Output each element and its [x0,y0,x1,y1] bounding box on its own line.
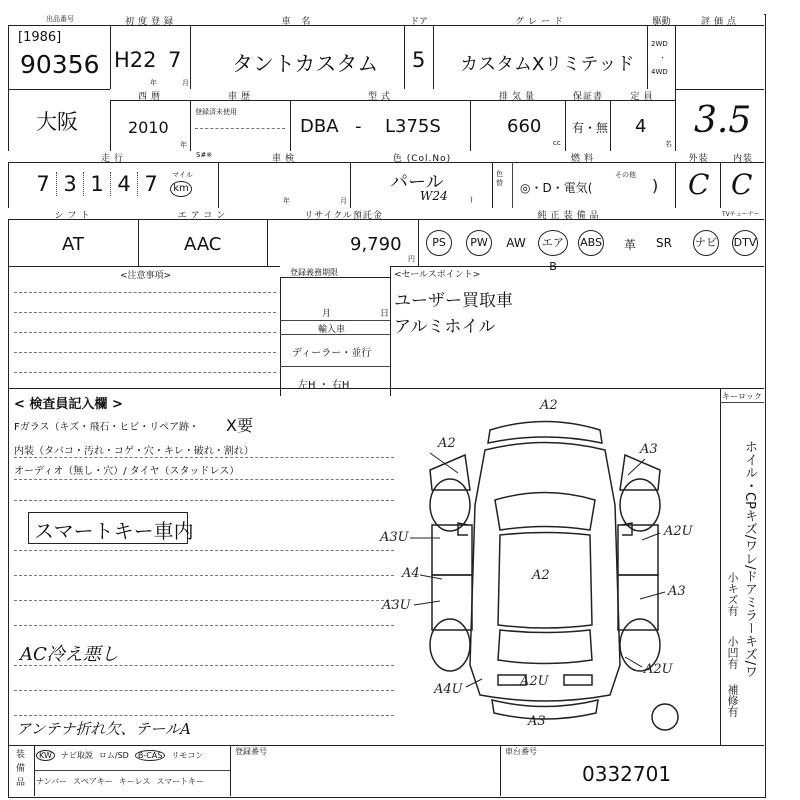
sales-point-1: ユーザー買取車 [394,291,513,311]
score: 3.5 [694,100,752,141]
mileage-digits [30,172,164,196]
mark-right-rear-door: A3 [668,584,686,599]
equip-ps-icon: PS [426,230,452,256]
note-ac: AC冷え悪し [20,644,119,665]
car-damage-diagram [370,395,720,740]
model-label: 型式 [367,92,394,102]
mark-left-front-door: A3U [380,530,409,545]
equip-sr: SR [656,236,672,250]
month-unit: 月 [182,79,189,87]
color-code: W24 [420,189,448,203]
inspector-line-interior: 内装（タバコ・汚れ・コゲ・穴・キレ・破れ・割れ） [14,446,254,457]
footer-equip-item: スマートキー [156,777,205,786]
car-name-label: 車 名 [281,17,315,27]
warranty-label: 保証書 [572,92,603,102]
mark-right-rear-fender: A2U [644,662,673,677]
mileage-label: 走行 [100,154,127,164]
mileage-unit-mile: マイル [172,171,193,179]
door-rear-left [432,575,472,630]
grade: カスタムXリミテッド [460,54,635,75]
recall-month: 月 [322,309,332,319]
year-unit: 年 [150,79,157,87]
side-note-dent: 小凹有 [726,636,739,669]
exterior-label: 外装 [688,154,709,164]
recycle-unit: 円 [408,255,415,263]
import-label: 輸入車 [318,325,346,335]
capacity: 4 [635,116,647,137]
capacity-label: 定員 [630,92,657,102]
mark-left-rear-corner: A4U [434,682,463,697]
car-name: タントカスタム [232,52,379,76]
recycle: 9,790 [350,234,402,255]
shift: AT [62,234,84,255]
side-note-scratch: 小キズ有 [726,572,739,616]
mileage-digit: 7 [137,172,164,196]
recall-day: 日 [380,309,390,319]
interior-grade: C [731,168,753,201]
history-label: 車歴 [227,92,254,102]
mark-left-step: A4 [402,566,420,581]
first-reg-label: 初度登録 [124,17,177,27]
model-code: L375S [385,116,441,137]
front-bumper [488,422,602,444]
lot-label: 出品番号 [46,15,74,23]
mileage-digit: 7 [36,172,50,196]
wheel-front-left [430,479,470,531]
footer-equip-item: ロム/SD [98,751,129,760]
footer-equip-item: リモコン [171,751,204,760]
door-rear-right [618,575,658,630]
drive-label: 駆動 [652,17,671,27]
mileage-unit-km: km [170,181,192,197]
history-sub: 登録済未使用 [195,108,237,116]
side-damage-legend: ホイル・CPキズ/ワレ/ドアミラーキズ/ワ [742,440,757,679]
lot-year: [1986] [18,30,62,45]
model-prefix: DBA [300,116,339,137]
equip-pw-icon: PW [466,230,492,256]
displacement-label: 排気量 [498,92,538,102]
inspection-label: 車検 [271,154,298,164]
lot-number: 90356 [20,50,100,79]
equipment-label: 純正装備品 [537,211,603,221]
inspector-line-glass: Fガラス（キズ・飛石・ヒビ・リペア跡・ [14,422,200,433]
chassis-number: 0332701 [582,762,672,786]
footer-equip-item: キーレス [118,777,151,786]
inspector-title: < 検査員記入欄 > [14,397,123,412]
footer-equip-row-1 [36,750,203,761]
doors: 5 [412,48,426,72]
mark-roof: A2 [532,568,550,583]
color: パール [390,172,444,193]
mark-left-rear-door: A3U [382,598,411,613]
interior-label: 内装 [732,154,753,164]
mark-right-front-door: A2U [664,524,693,539]
drive-4wd: 4WD [651,68,668,76]
tv-tuner-label: TVチューナー [722,211,760,218]
capacity-unit: 名 [665,140,672,148]
exterior-grade: C [688,168,710,201]
mileage-digit: 3 [56,172,83,196]
note-antenna: アンテナ折れ欠、テールA [16,720,191,738]
mileage-digit: 4 [110,172,137,196]
wheel-rear-left [430,619,470,671]
mark-front-bumper: A2 [540,398,558,413]
first-reg-month: 7 [168,48,182,72]
ac-label: エアコン [177,211,230,221]
glass-mark: X要 [226,416,253,435]
mark-front-left-fender: A2 [438,436,456,451]
score-label: 評価点 [700,17,740,27]
footer-equip-item: B-CAS [135,750,166,761]
shift-label: シフト [54,211,94,221]
mark-rear-bottom: A3 [528,714,546,729]
inspector-line-audio: オーディオ（無し・穴）/ タイヤ（スタッドレス） [14,466,240,477]
door-label: ドア [410,17,428,27]
keylock-label: キーロック [722,392,762,401]
displacement: 660 [507,116,542,137]
footer-equip-item: KW [36,750,55,761]
reg-label: 登録番号 [235,747,267,756]
equip-abs-icon: ABS [578,230,604,256]
footer-equip-item: スペアキー [73,777,113,786]
fuel-other: その他 [615,171,636,179]
color-label: 色 (Col.No) [392,154,452,164]
color-change: 色替 [496,170,503,187]
equip-airbag-icon: エアB [538,230,568,256]
mileage-digit: 1 [83,172,110,196]
model-year: 2010 [128,118,169,137]
wheel-front-right [620,479,660,531]
door-front-right [618,525,658,575]
footer-equip-row-2 [36,776,204,787]
drive-2wd: 2WD [651,40,668,48]
warranty: 有・無 [572,121,609,135]
mark-rear-bumper: A2U [520,674,549,689]
import-dealer: ディーラー・並行 [292,348,372,359]
sales-label: <セールスポイント> [394,270,481,280]
footer-equip-item: ナビ取説 [60,751,93,760]
footer-equip-item: ナンバー [36,777,68,786]
chassis-label: 車台番号 [505,747,537,756]
recall-label: 登録義務期限 [290,268,338,277]
door-front-left [432,525,472,575]
grade-label: グレード [514,17,567,27]
inspection-year-unit: 年 [283,197,290,205]
equip-navi-icon: ナビ [693,230,719,256]
handle-side: 左H ・ 右H [298,380,350,391]
fuel: ◎・D・電気( [520,181,593,195]
displacement-unit: cc [553,139,561,147]
region: 大阪 [36,110,78,134]
first-reg-era-year: H22 [114,48,157,72]
ac: AAC [184,234,222,255]
footer-equip-label: 装備品 [16,750,26,788]
equip-leather: 革 [623,238,636,252]
equip-aw: AW [506,236,526,250]
equip-dtv-icon: DTV [732,230,758,256]
recycle-label: リサイクル預託金 [304,211,383,221]
year-unit-2: 年 [180,141,187,149]
sales-point-2: アルミホイル [394,317,496,337]
side-note-repair: 補修有 [726,684,739,717]
inspection-month-unit: 月 [340,197,347,205]
caution-label: <注意事項> [120,271,172,281]
mark-front-right-fender: A3 [640,442,658,457]
year-label: 西暦 [137,92,164,102]
note-smart-key: スマートキー車内 [34,519,194,543]
fuel-label: 燃料 [570,154,597,164]
